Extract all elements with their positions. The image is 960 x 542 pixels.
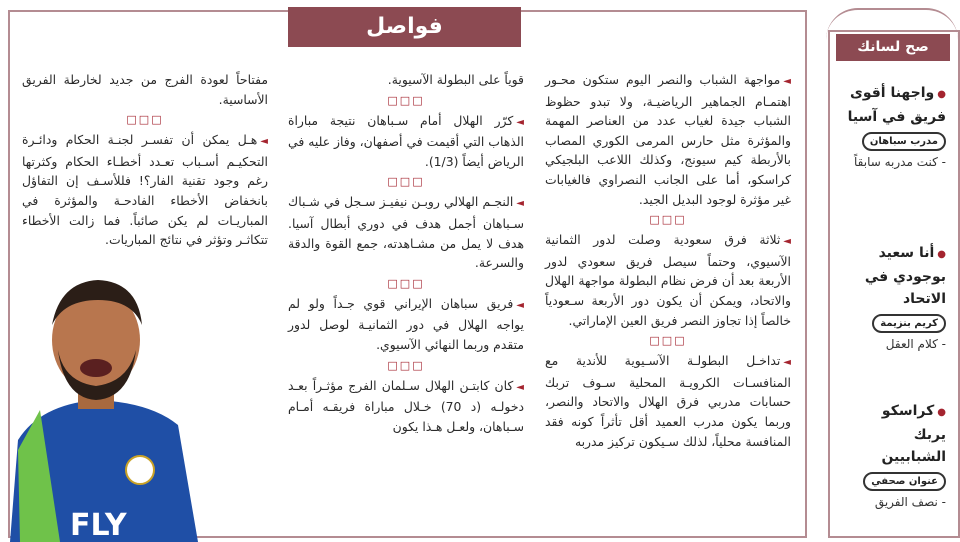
sidebar-list <box>838 82 946 522</box>
sidebar-entry-headline: كراسكو يربك الشبابيين <box>881 403 946 465</box>
sidebar-title: صح لسانك <box>836 34 950 61</box>
column-right <box>545 70 791 453</box>
column-middle <box>288 70 524 438</box>
club-crest-icon <box>126 456 154 484</box>
separator: □□□ <box>649 213 687 227</box>
bullet-dot-icon: ● <box>937 249 946 260</box>
bullet-dot-icon: ● <box>937 89 946 100</box>
bullet-triangle-icon: ◄ <box>783 236 791 248</box>
separator: □□□ <box>387 93 425 107</box>
separator: □□□ <box>387 175 425 189</box>
paragraph: ◄ثلاثة فرق سعودية وصلت لدور الثمانية الآسيوي، وحتماً سيصل فريق سعودي لدور الأربعة بعد أن فرض نظام البطولة مواجهة الهلال والاتحاد، ويمكن أن يكون دور الأربعة سـعودياً خالصاً إذا تجاوز النصر فريق العين الإماراتي. <box>545 232 791 328</box>
player-mouth <box>80 359 112 377</box>
bullet-triangle-icon: ◄ <box>783 357 791 369</box>
sidebar-entry-source: مدرب سباهان <box>862 132 946 151</box>
paragraph: ◄مواجهة الشباب والنصر اليوم ستكون محـور اهتمـام الجماهير الرياضيـة، ولا تبدو حظوظ الشباب جيدة لغياب عدد من العناصر المهمة والمؤثرة مثل حارس المرمى الكوري المصاب بالأربطة كيم سيونج، وكذلك اللاعب البلجيكي كراسكو، أما على الجانب النصراوي فالغيابات غير مؤثرة لوجود البديل الجيد. <box>545 72 791 207</box>
bullet-triangle-icon: ◄ <box>260 136 268 148</box>
jersey-sponsor: FLY <box>70 508 127 542</box>
separator: □□□ <box>649 334 687 348</box>
bullet-triangle-icon: ◄ <box>516 381 524 393</box>
sidebar-entry-source: كريم بنزيمة <box>872 314 946 333</box>
separator: □□□ <box>387 358 425 372</box>
bullet-triangle-icon: ◄ <box>516 299 524 311</box>
paragraph: ◄هـل يمكن أن تفسـر لجنـة الحكام ودائـرة التحكيـم أسـباب تعـدد أخطـاء الحكام وكثرتها رغم وجود تقنية الفار؟! فللأسـف إن التفاؤل بانخفاض الأخطاء الفادحـة والمؤثرة في المباريـات لم يكن صائباً. فما زالت الأخطاء تتكاثـر وتؤثر في نتائج المباريات. <box>22 132 268 248</box>
sidebar-entry-headline: أنا سعيد بوجودي في الاتحاد <box>864 245 946 307</box>
sidebar-entry-quote: كلام العقل <box>885 337 938 351</box>
paragraph: ◄كرّر الهلال أمام سـباهان نتيجة مباراة الذهاب التي أقيمت في أصفهان، وفاز عليه في الرياض أيضاً (1/3). <box>288 112 524 169</box>
bullet-triangle-icon: ◄ <box>783 76 791 87</box>
sidebar-entry: ●كراسكو يربك الشبابيين عنوان صحفي - نصف الفريق <box>846 400 946 511</box>
sidebar-entry: ●واجهنا أقوى فريق في آسيا مدرب سباهان - كنت مدربه سابقاً <box>847 85 946 169</box>
paragraph: مفتاحاً لعودة الفرج من جديد لخارطة الفريق الأساسية. <box>22 72 268 107</box>
sidebar-entry-quote: كنت مدربه سابقاً <box>854 155 938 169</box>
paragraph: ◄كان كابتـن الهلال سـلمان الفرج مؤثـراً بعـد دخولـه (د 70) خـلال مباراة فريقـه أمـام سـباهان، ولعـل هـذا يكون <box>288 377 524 434</box>
sidebar-entry-headline: واجهنا أقوى فريق في آسيا <box>847 85 946 125</box>
sidebar-entry: ●أنا سعيد بوجودي في الاتحاد كريم بنزيمة - كلام العقل <box>864 245 946 351</box>
separator: □□□ <box>126 113 164 127</box>
sidebar-entry-quote: نصف الفريق <box>874 495 938 509</box>
separator: □□□ <box>387 276 425 290</box>
sidebar-entry-source: عنوان صحفي <box>863 472 946 491</box>
paragraph: ◄تداخـل البطولـة الآسـيوية للأندية مع المنافسـات الكرويـة المحلية سـوف تربك حسابات مدربي فرق الهلال والاتحاد والنصر، وربما يكون مدرب العميد أقل تأثراً كونه فقد المنافسة محلياً، لذلك سـيكون تركيز مدربه <box>545 353 791 449</box>
bullet-triangle-icon: ◄ <box>516 116 524 128</box>
bullet-triangle-icon: ◄ <box>516 198 524 210</box>
article-title: فواصل <box>288 7 521 47</box>
player-photo <box>0 150 210 542</box>
bullet-dot-icon: ● <box>937 407 946 418</box>
paragraph: قوياً على البطولة الآسيوية. <box>387 72 524 87</box>
paragraph: ◄النجـم الهلالي روبـن نيفيـز سـجل في شـباك سـباهان أجمل هدف في دوري أبطال آسيا. هدف لا يمل من مشـاهدته، جمع القوة والدقة والسرعة. <box>288 194 524 271</box>
paragraph: ◄فريق سباهان الإيراني قوي جـداً ولو لم يواجه الهلال في دور الثمانيـة لوصل لدور متقدم وربما النهائي الآسيوي. <box>288 295 524 352</box>
